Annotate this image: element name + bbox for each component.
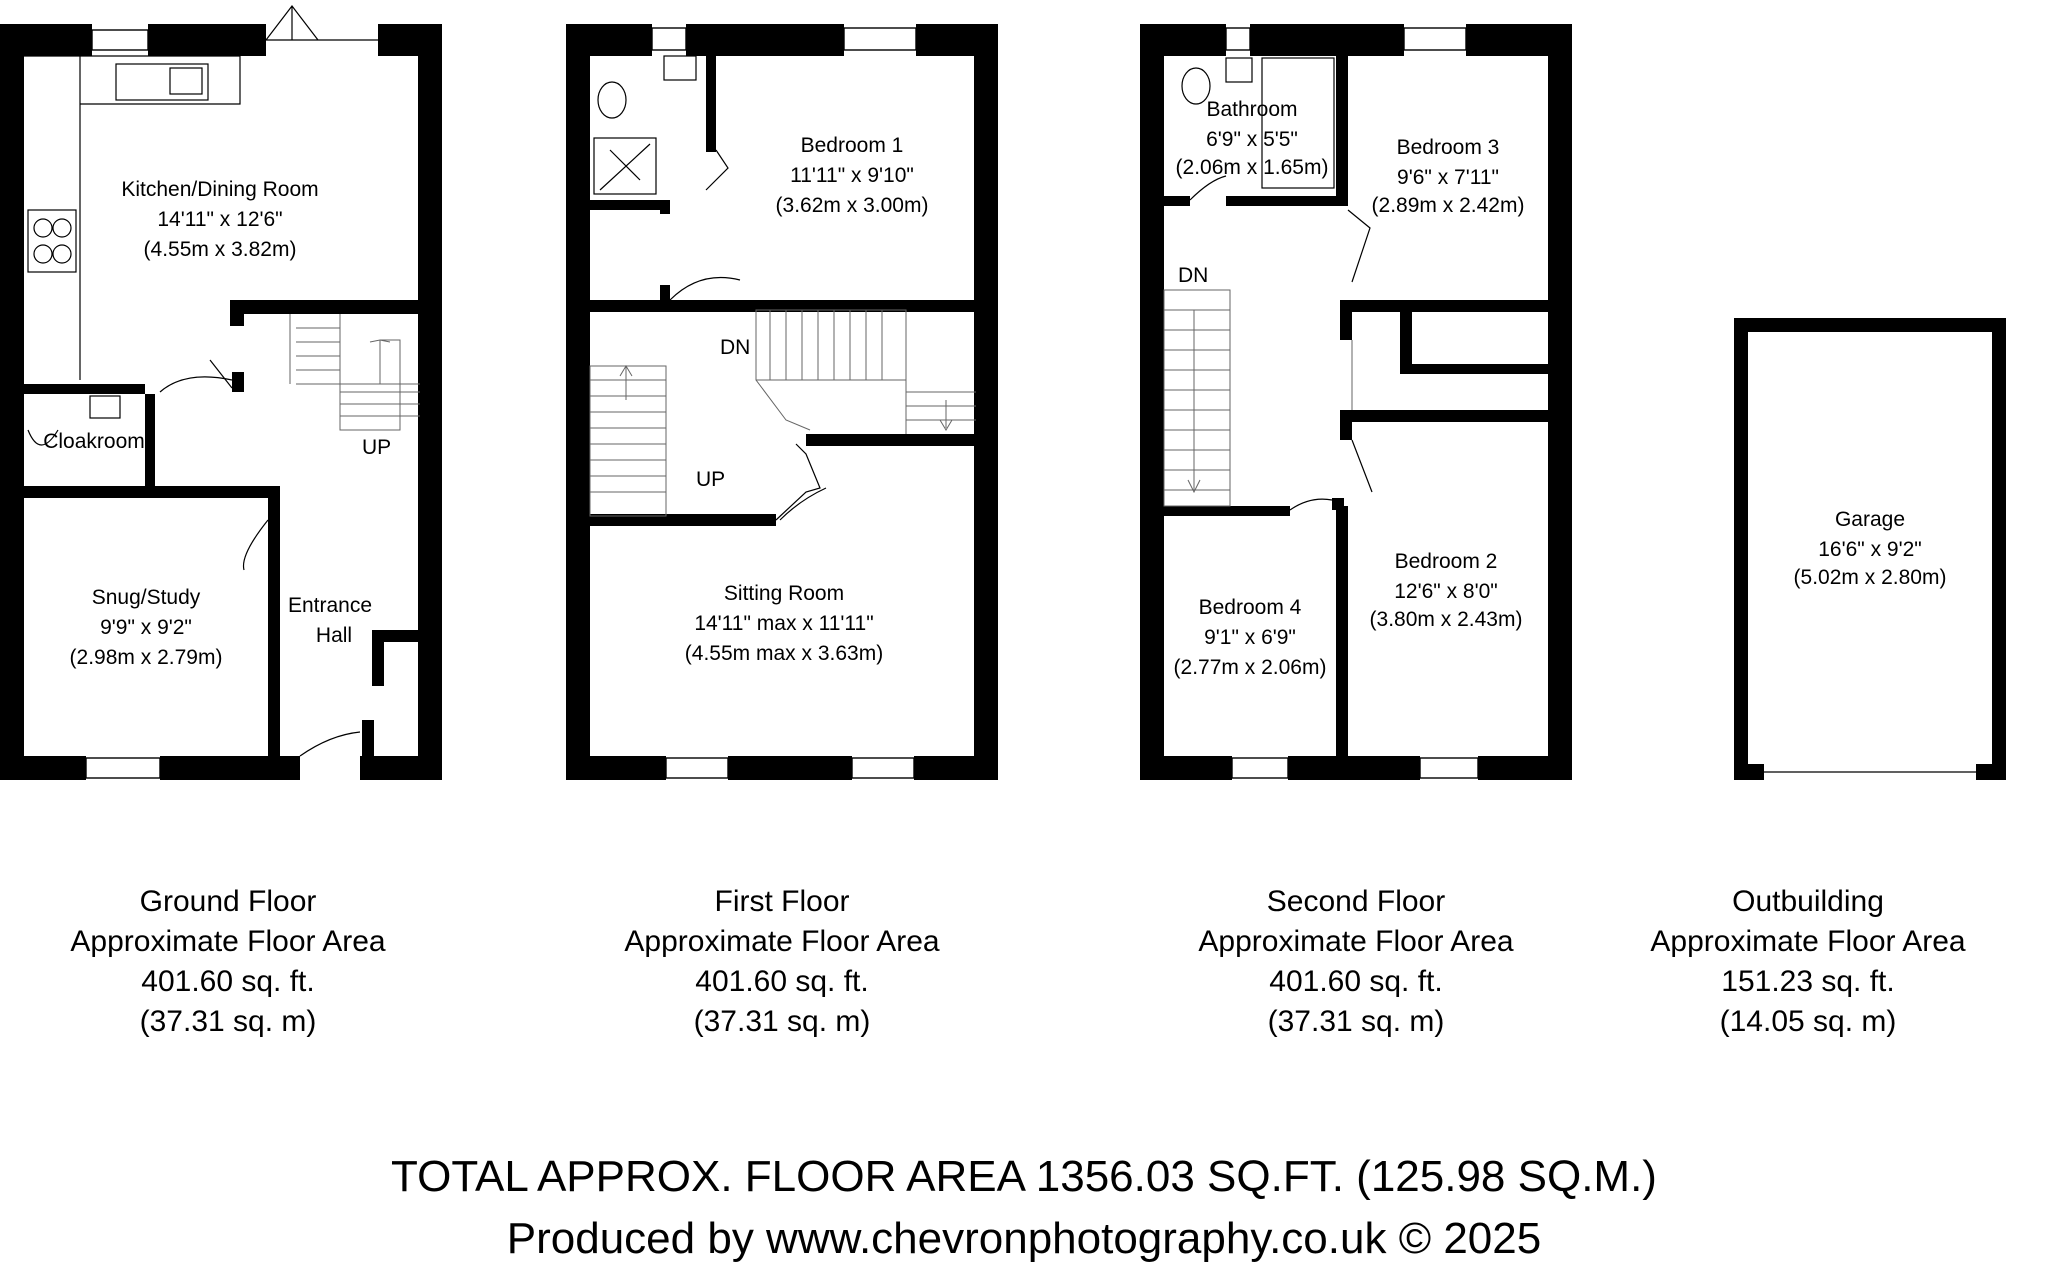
- floor-area-sqm: (37.31 sq. m): [139, 1005, 317, 1038]
- floor-area-sqft: 401.60 sq. ft.: [1269, 965, 1443, 998]
- floor-area-sqft: 151.23 sq. ft.: [1721, 965, 1895, 998]
- room-name-entrance: Entrance: [287, 594, 373, 617]
- room-name-sitting-room: Sitting Room: [723, 582, 845, 605]
- total-floor-area: TOTAL APPROX. FLOOR AREA 1356.03 SQ.FT. (125.98 SQ.M.): [391, 1152, 1657, 1201]
- room-name-bedroom-3: Bedroom 3: [1396, 136, 1500, 159]
- room-size-metric-bedroom-3: (2.89m x 2.42m): [1371, 194, 1525, 217]
- room-size-metric-snug-study: (2.98m x 2.79m): [69, 646, 223, 669]
- room-name-snug-study: Snug/Study: [91, 586, 201, 609]
- room-size-metric-bedroom-2: (3.80m x 2.43m): [1369, 608, 1523, 631]
- floor-area-sqft: 401.60 sq. ft.: [695, 965, 869, 998]
- ground-floor-caption: [0, 882, 458, 1042]
- floor-area-sqm: (37.31 sq. m): [693, 1005, 871, 1038]
- first-floor-plan: [566, 24, 998, 780]
- floor-area-sqm: (37.31 sq. m): [1267, 1005, 1445, 1038]
- room-size-metric-bedroom-4: (2.77m x 2.06m): [1173, 656, 1327, 679]
- room-size-imperial-kitchen-dining: 14'11" x 12'6": [157, 208, 283, 231]
- room-name-garage: Garage: [1834, 508, 1906, 531]
- room-size-metric-garage: (5.02m x 2.80m): [1793, 566, 1947, 589]
- stair-label-up-ground: UP: [362, 436, 392, 459]
- room-size-imperial-sitting-room: 14'11" max x 11'11": [694, 612, 874, 635]
- floor-area-sqft: 401.60 sq. ft.: [141, 965, 315, 998]
- floor-name: First Floor: [714, 885, 850, 918]
- floor-name: Second Floor: [1266, 885, 1446, 918]
- room-size-metric-sitting-room: (4.55m max x 3.63m): [684, 642, 884, 665]
- stair-label-up-first: UP: [696, 468, 726, 491]
- room-size-imperial-bathroom: 6'9" x 5'5": [1206, 128, 1298, 151]
- room-size-imperial-garage: 16'6" x 9'2": [1818, 538, 1922, 561]
- room-size-metric-bedroom-1: (3.62m x 3.00m): [775, 194, 929, 217]
- floor-name: Ground Floor: [139, 885, 317, 918]
- room-size-imperial-bedroom-3: 9'6" x 7'11": [1397, 166, 1499, 189]
- stair-label-dn-second: DN: [1178, 264, 1209, 287]
- stair-label-dn-first: DN: [720, 336, 751, 359]
- room-size-imperial-bedroom-1: 11'11" x 9'10": [790, 164, 914, 187]
- room-name-bedroom-2: Bedroom 2: [1394, 550, 1498, 573]
- outbuilding-caption: [1578, 882, 2038, 1042]
- first-floor-caption: [552, 882, 1012, 1042]
- room-name-hall: Hall: [315, 624, 353, 647]
- floor-area-label: Approximate Floor Area: [70, 925, 386, 958]
- room-size-imperial-bedroom-2: 12'6" x 8'0": [1394, 580, 1498, 603]
- floor-area-label: Approximate Floor Area: [1650, 925, 1966, 958]
- second-floor-caption: [1126, 882, 1586, 1042]
- room-size-metric-kitchen-dining: (4.55m x 3.82m): [143, 238, 297, 261]
- room-name-bedroom-4: Bedroom 4: [1198, 596, 1302, 619]
- footer: [0, 1146, 2048, 1270]
- room-name-bedroom-1: Bedroom 1: [800, 134, 904, 157]
- floor-name: Outbuilding: [1732, 885, 1884, 918]
- room-name-bathroom: Bathroom: [1206, 98, 1298, 121]
- room-size-imperial-snug-study: 9'9" x 9'2": [100, 616, 192, 639]
- floor-area-sqm: (14.05 sq. m): [1719, 1005, 1897, 1038]
- room-name-cloakroom: Cloakroom: [43, 430, 145, 453]
- room-name-kitchen-dining: Kitchen/Dining Room: [121, 178, 319, 201]
- room-size-metric-bathroom: (2.06m x 1.65m): [1175, 156, 1329, 179]
- floor-area-label: Approximate Floor Area: [1198, 925, 1514, 958]
- floor-area-label: Approximate Floor Area: [624, 925, 940, 958]
- producer-credit: Produced by www.chevronphotography.co.uk © 2025: [506, 1214, 1542, 1263]
- room-size-imperial-bedroom-4: 9'1" x 6'9": [1204, 626, 1296, 649]
